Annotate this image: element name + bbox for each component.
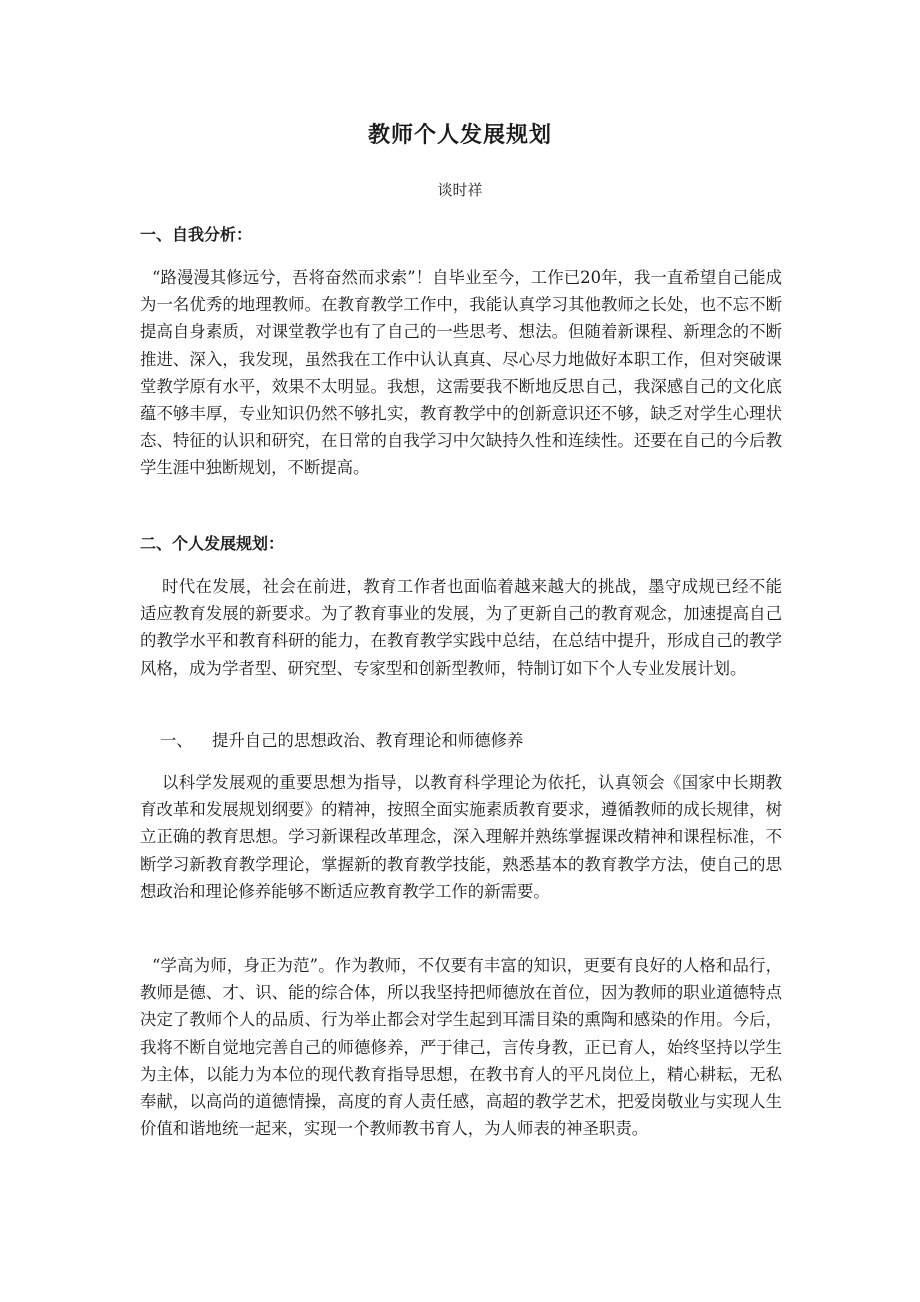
subsection-title: 提升自己的思想政治、教育理论和师德修养 bbox=[212, 731, 524, 750]
document-title: 教师个人发展规划 bbox=[367, 122, 552, 148]
paragraph-theory-study: 以科学发展观的重要思想为指导，以教育科学理论为依托，认真领会《国家中长期教育改革和发展规划纲要》的精神，按照全面实施素质教育要求，遵循教师的成长规律，树立正确的教育思想。学习新课程改革理念，深入理解并熟练掌握课改精神和课程标准，不断学习新教育教学理论，掌握新的教育教学技能，熟悉基本的教育教学方法，使自己的思想政治和理论修养能够不断适应教育教学工作的新需要。 bbox=[140, 773, 782, 901]
section-heading-self-analysis: 一、自我分析： bbox=[140, 225, 253, 244]
paragraph-development-plan: 时代在发展，社会在前进，教育工作者也面临着越来越大的挑战，墨守成规已经不能适应教育发展的新要求。为了教育事业的发展，为了更新自己的教育观念，加速提高自己的教学水平和教育科研的能力，在教育教学实践中总结，在总结中提升，形成自己的教学风格，成为学者型、研究型、专家型和创新型教师，特制订如下个人专业发展计划。 bbox=[140, 577, 782, 678]
subsection-heading-ethics bbox=[160, 727, 523, 751]
paragraph-self-analysis: “路漫漫其修远兮，吾将奋然而求索”！自毕业至今，工作已20年，我一直希望自己能成为一名优秀的地理教师。在教育教学工作中，我能认真学习其他教师之长处，也不忘不断提高自身素质，对课堂教学也有了自己的一些思考、想法。但随着新课程、新理念的不断推进、深入，我发现，虽然我在工作中认认真真、尽心尽力地做好本职工作，但对突破课堂教学原有水平，效果不太明显。我想，这需要我不断地反思自己，我深感自己的文化底蕴不够丰厚，专业知识仍然不够扎实，教育教学中的创新意识还不够，缺乏对学生心理状态、特征的认识和研究，在日常的自我学习中欠缺持久性和连续性。还要在自己的今后教学生涯中独断规划，不断提高。 bbox=[140, 268, 782, 478]
subsection-number: 一、 bbox=[160, 731, 193, 750]
section-heading-development-plan: 二、个人发展规划： bbox=[140, 534, 285, 553]
document-author: 谈时祥 bbox=[437, 181, 483, 199]
paragraph-teacher-ethics: “学高为师，身正为范”。作为教师，不仅要有丰富的知识，更要有良好的人格和品行，教师是德、才、识、能的综合体，所以我坚持把师德放在首位，因为教师的职业道德特点决定了教师个人的品质、行为举止都会对学生起到耳濡目染的熏陶和感染的作用。今后，我将不断自觉地完善自己的师德修养，严于律己，言传身教，正已育人，始终坚持以学生为主体，以能力为本位的现代教育指导思想，在教书育人的平凡岗位上，精心耕耘，无私奉献，以高尚的道德情操，高度的育人责任感，高超的教学艺术，把爱岗敬业与实现人生价值和谐地统一起来，实现一个教师教书育人，为人师表的神圣职责。 bbox=[140, 956, 782, 1139]
